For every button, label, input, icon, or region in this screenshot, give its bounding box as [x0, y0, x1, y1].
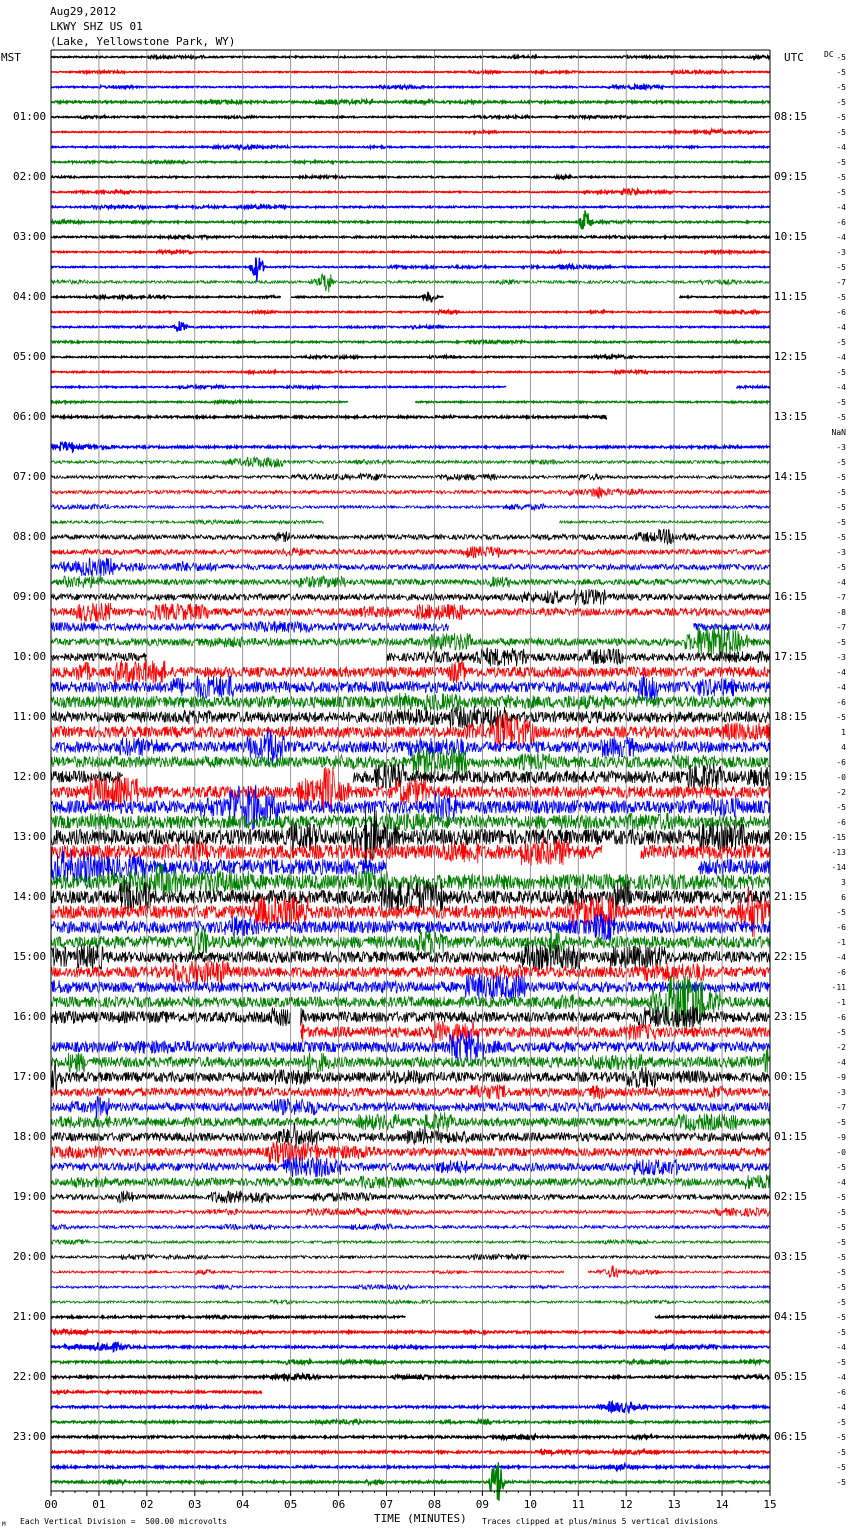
trace-line	[51, 576, 770, 588]
trace-line	[51, 370, 770, 373]
trace-line	[51, 1420, 770, 1425]
offset-header: DC	[824, 50, 834, 59]
trace-line	[301, 1021, 770, 1044]
hour-label-utc: 17:15	[774, 650, 808, 663]
hour-label-utc: 16:15	[774, 590, 808, 603]
x-tick-label: 00	[44, 1498, 58, 1511]
dc-offset-label: -4	[836, 1373, 846, 1382]
trace-line	[51, 1141, 770, 1163]
hour-label-utc: 02:15	[774, 1190, 808, 1203]
left-axis-label: MST	[1, 51, 21, 64]
trace-line	[51, 1224, 770, 1230]
x-tick-label: 14	[715, 1498, 729, 1511]
hour-label-mst: 04:00	[13, 290, 47, 303]
hour-label-utc: 14:15	[774, 470, 808, 483]
trace-line	[51, 100, 770, 105]
hour-label-mst: 15:00	[13, 950, 47, 963]
dc-offset-label: -4	[836, 353, 846, 362]
clip-note: Traces clipped at plus/minus 5 vertical divisions	[482, 1517, 719, 1526]
trace-line	[51, 205, 770, 209]
dc-offset-label: -5	[836, 188, 846, 197]
hour-label-utc: 11:15	[774, 290, 808, 303]
dc-offset-label: -5	[836, 128, 846, 137]
dc-offset-label: -5	[836, 638, 846, 647]
dc-offset-label: -7	[836, 593, 846, 602]
dc-offset-label: -5	[836, 68, 846, 77]
dc-offset-label: -5	[836, 368, 846, 377]
hour-label-mst: 05:00	[13, 350, 47, 363]
dc-offset-label: 3	[841, 878, 846, 887]
trace-line	[51, 1240, 770, 1245]
dc-offset-label: -15	[831, 833, 846, 842]
x-tick-label: 07	[379, 1498, 394, 1511]
trace-line	[51, 1360, 770, 1365]
dc-offset-label: -9	[836, 1073, 846, 1082]
dc-offset-label: -6	[836, 1013, 846, 1022]
dc-offset-label: -1	[836, 938, 846, 947]
dc-offset-label: -5	[836, 518, 846, 527]
header-location: (Lake, Yellowstone Park, WY)	[50, 35, 236, 48]
trace-line	[51, 56, 770, 59]
trace-line	[51, 310, 770, 313]
dc-offset-label: -5	[836, 1238, 846, 1247]
dc-offset-label: 1	[841, 728, 846, 737]
trace-line	[51, 442, 770, 452]
dc-offset-label: -4	[836, 203, 846, 212]
dc-offset-label: -5	[836, 113, 846, 122]
dc-offset-label: -4	[836, 1058, 846, 1067]
dc-offset-label: -5	[836, 173, 846, 182]
trace-line	[51, 1450, 770, 1455]
hour-label-utc: 23:15	[774, 1010, 808, 1023]
trace-line	[51, 674, 770, 701]
dc-offset-label: -0	[836, 1148, 846, 1157]
hour-label-mst: 13:00	[13, 830, 47, 843]
dc-offset-label: -14	[831, 863, 846, 872]
dc-offset-label: -5	[836, 263, 846, 272]
trace-line	[51, 648, 770, 667]
dc-offset-label: -6	[836, 818, 846, 827]
x-tick-label: 04	[236, 1498, 250, 1511]
dc-offset-label: -5	[836, 1118, 846, 1127]
trace-line	[51, 504, 770, 510]
hour-label-utc: 04:15	[774, 1310, 808, 1323]
hour-label-utc: 20:15	[774, 830, 808, 843]
dc-offset-label: -2	[836, 788, 846, 797]
corner-mark: M	[2, 1521, 6, 1528]
trace-line	[51, 258, 770, 282]
trace-line	[51, 116, 770, 119]
hour-label-mst: 23:00	[13, 1430, 47, 1443]
trace-line	[51, 1006, 770, 1028]
x-tick-label: 11	[571, 1498, 585, 1511]
dc-offset-label: -6	[836, 758, 846, 767]
trace-line	[51, 457, 770, 468]
trace-line	[51, 1112, 770, 1132]
dc-offset-label: -6	[836, 1388, 846, 1397]
dc-offset-label: -3	[836, 653, 846, 662]
dc-offset-label: -13	[831, 848, 846, 857]
trace-line	[51, 1097, 770, 1119]
dc-offset-label: -4	[836, 383, 846, 392]
dc-offset-label: -5	[836, 1208, 846, 1217]
dc-offset-label: -5	[836, 803, 846, 812]
trace-line	[51, 71, 770, 74]
dc-offset-label: -5	[836, 1358, 846, 1367]
trace-line	[51, 145, 770, 150]
dc-offset-label: -5	[836, 1223, 846, 1232]
trace-line	[51, 1374, 770, 1381]
trace-line	[51, 589, 770, 605]
trace-line	[51, 974, 770, 1000]
x-tick-label: 10	[523, 1498, 537, 1511]
x-tick-label: 03	[188, 1498, 202, 1511]
dc-offset-label: -6	[836, 218, 846, 227]
hour-label-mst: 17:00	[13, 1070, 47, 1083]
dc-offset-label: -3	[836, 248, 846, 257]
dc-offset-label: -5	[836, 533, 846, 542]
dc-offset-label: -7	[836, 278, 846, 287]
x-tick-label: 06	[331, 1498, 346, 1511]
dc-offset-label: -4	[836, 683, 846, 692]
dc-offset-label: -5	[836, 83, 846, 92]
trace-line	[51, 1191, 770, 1204]
trace-line	[51, 864, 770, 895]
dc-offset-label: -5	[836, 503, 846, 512]
trace-line	[51, 1330, 770, 1335]
dc-offset-label: -6	[836, 308, 846, 317]
x-tick-label: 05	[284, 1498, 298, 1511]
dc-offset-label: -3	[836, 548, 846, 557]
x-tick-label: 15	[763, 1498, 777, 1511]
x-tick-label: 01	[92, 1498, 106, 1511]
trace-line	[51, 603, 770, 622]
hour-label-utc: 13:15	[774, 410, 808, 423]
dc-offset-label: 6	[841, 893, 846, 902]
hour-label-mst: 12:00	[13, 770, 47, 783]
dc-offset-label: -5	[836, 293, 846, 302]
dc-offset-label: -5	[836, 713, 846, 722]
trace-line	[51, 355, 770, 358]
dc-offset-label: -5	[836, 1283, 846, 1292]
dc-offset-label: -5	[836, 53, 846, 62]
hour-label-mst: 19:00	[13, 1190, 47, 1203]
dc-offset-label: -4	[836, 1343, 846, 1352]
dc-offset-label: 4	[841, 743, 846, 752]
dc-offset-label: NaN	[831, 428, 846, 437]
hour-label-mst: 20:00	[13, 1250, 47, 1263]
dc-offset-label: -5	[836, 1478, 846, 1487]
dc-offset-label: -5	[836, 98, 846, 107]
trace-line	[51, 161, 770, 164]
dc-offset-label: -8	[836, 608, 846, 617]
dc-offset-label: -4	[836, 233, 846, 242]
trace-line	[51, 626, 770, 659]
hour-label-mst: 03:00	[13, 230, 47, 243]
dc-offset-label: -3	[836, 1088, 846, 1097]
hour-label-mst: 11:00	[13, 710, 47, 723]
dc-offset-label: -5	[836, 158, 846, 167]
trace-line	[51, 621, 770, 633]
trace-line	[51, 693, 770, 711]
dc-offset-label: -7	[836, 1103, 846, 1112]
dc-offset-label: -7	[836, 623, 846, 632]
dc-offset-label: -3	[836, 443, 846, 452]
dc-offset-label: -5	[836, 338, 846, 347]
trace-line	[51, 251, 770, 254]
trace-line	[51, 520, 770, 524]
header-date: Aug29,2012	[50, 5, 117, 18]
hour-label-utc: 22:15	[774, 950, 808, 963]
x-axis-title: TIME (MINUTES)	[374, 1512, 467, 1525]
hour-label-mst: 14:00	[13, 890, 47, 903]
hour-label-utc: 12:15	[774, 350, 808, 363]
dc-offset-label: -5	[836, 398, 846, 407]
hour-label-mst: 16:00	[13, 1010, 47, 1023]
trace-line	[51, 1208, 770, 1216]
trace-line	[51, 1434, 770, 1439]
trace-line	[51, 529, 770, 544]
hour-label-utc: 10:15	[774, 230, 808, 243]
hour-label-mst: 21:00	[13, 1310, 47, 1323]
x-tick-label: 02	[140, 1498, 154, 1511]
trace-line	[51, 1031, 770, 1061]
hour-label-utc: 05:15	[774, 1370, 808, 1383]
trace-line	[51, 546, 770, 558]
dc-offset-label: -2	[836, 1043, 846, 1052]
hour-label-mst: 07:00	[13, 470, 47, 483]
trace-line	[51, 1402, 770, 1413]
trace-line	[51, 293, 770, 303]
scale-note: Each Vertical Division = 500.00 microvolts	[20, 1517, 228, 1526]
hour-label-utc: 18:15	[774, 710, 808, 723]
dc-offset-label: -5	[836, 1448, 846, 1457]
hour-label-mst: 09:00	[13, 590, 47, 603]
x-tick-label: 13	[667, 1498, 681, 1511]
dc-offset-label: -4	[836, 1178, 846, 1187]
trace-line	[51, 1266, 770, 1278]
trace-line	[51, 1342, 770, 1351]
seismic-traces	[51, 56, 770, 1501]
dc-offset-label: -6	[836, 968, 846, 977]
right-axis-label: UTC	[784, 51, 804, 64]
trace-line	[51, 236, 770, 239]
hour-label-utc: 06:15	[774, 1430, 808, 1443]
header-station: LKWY SHZ US 01	[50, 20, 143, 33]
dc-offset-label: -5	[836, 1193, 846, 1202]
hour-label-mst: 10:00	[13, 650, 47, 663]
hour-label-utc: 01:15	[774, 1130, 808, 1143]
trace-line	[51, 189, 770, 194]
trace-line	[51, 487, 770, 499]
hour-label-mst: 01:00	[13, 110, 47, 123]
dc-offset-label: -6	[836, 923, 846, 932]
dc-offset-label: -5	[836, 1163, 846, 1172]
hour-label-utc: 09:15	[774, 170, 808, 183]
dc-offset-label: -5	[836, 1298, 846, 1307]
x-axis-ticks	[51, 1491, 770, 1496]
dc-offset-label: -5	[836, 1433, 846, 1442]
dc-offset-label: -9	[836, 1133, 846, 1142]
hour-label-mst: 02:00	[13, 170, 47, 183]
x-tick-label: 08	[427, 1498, 442, 1511]
trace-line	[51, 1285, 770, 1290]
trace-line	[51, 960, 770, 984]
trace-line	[51, 660, 770, 684]
trace-line	[51, 474, 770, 481]
dc-offset-label: -4	[836, 953, 846, 962]
trace-line	[51, 176, 770, 179]
dc-offset-label: -6	[836, 698, 846, 707]
trace-line	[51, 1085, 770, 1100]
hour-label-utc: 21:15	[774, 890, 808, 903]
trace-line	[51, 1157, 770, 1177]
trace-line	[51, 1174, 770, 1189]
trace-line	[51, 1049, 770, 1073]
dc-offset-label: -4	[836, 1403, 846, 1412]
trace-line	[51, 1390, 262, 1393]
dc-offset-label: -5	[836, 1268, 846, 1277]
trace-line	[51, 130, 770, 134]
hour-label-mst: 06:00	[13, 410, 47, 423]
dc-offset-label: -5	[836, 473, 846, 482]
trace-line	[51, 1254, 770, 1260]
dc-offset-label: -5	[836, 1253, 846, 1262]
trace-line	[51, 558, 770, 577]
hour-label-utc: 00:15	[774, 1070, 808, 1083]
trace-line	[51, 1300, 770, 1304]
dc-offset-label: -5	[836, 1313, 846, 1322]
trace-line	[51, 1464, 770, 1470]
hour-label-utc: 08:15	[774, 110, 808, 123]
dc-offset-label: -4	[836, 668, 846, 677]
dc-offset-label: -4	[836, 578, 846, 587]
dc-offset-label: -11	[831, 983, 846, 992]
trace-line	[51, 813, 770, 831]
dc-offset-label: -5	[836, 1328, 846, 1337]
dc-offset-label: -5	[836, 1028, 846, 1037]
dc-offset-label: -5	[836, 413, 846, 422]
trace-line	[51, 210, 770, 229]
trace-line	[51, 340, 770, 343]
dc-offset-label: -5	[836, 908, 846, 917]
trace-line	[51, 321, 770, 331]
dc-offset-label: -1	[836, 998, 846, 1007]
trace-line	[51, 401, 770, 404]
hour-label-utc: 15:15	[774, 530, 808, 543]
dc-offset-label: -4	[836, 323, 846, 332]
x-tick-label: 09	[475, 1498, 490, 1511]
hour-label-mst: 22:00	[13, 1370, 47, 1383]
hour-label-mst: 08:00	[13, 530, 47, 543]
trace-line	[51, 415, 607, 419]
dc-offset-label: -5	[836, 1418, 846, 1427]
hour-label-utc: 19:15	[774, 770, 808, 783]
trace-line	[51, 85, 770, 90]
x-tick-label: 12	[619, 1498, 633, 1511]
hour-label-mst: 18:00	[13, 1130, 47, 1143]
dc-offset-label: -5	[836, 488, 846, 497]
trace-line	[51, 274, 770, 292]
dc-offset-label: -5	[836, 1463, 846, 1472]
dc-offset-label: -5	[836, 563, 846, 572]
trace-line	[51, 944, 770, 970]
trace-line	[51, 386, 770, 389]
dc-offset-label: -0	[836, 773, 846, 782]
dc-offset-label: -4	[836, 143, 846, 152]
trace-line	[51, 1315, 770, 1318]
hour-label-utc: 03:15	[774, 1250, 808, 1263]
dc-offset-label: -5	[836, 458, 846, 467]
